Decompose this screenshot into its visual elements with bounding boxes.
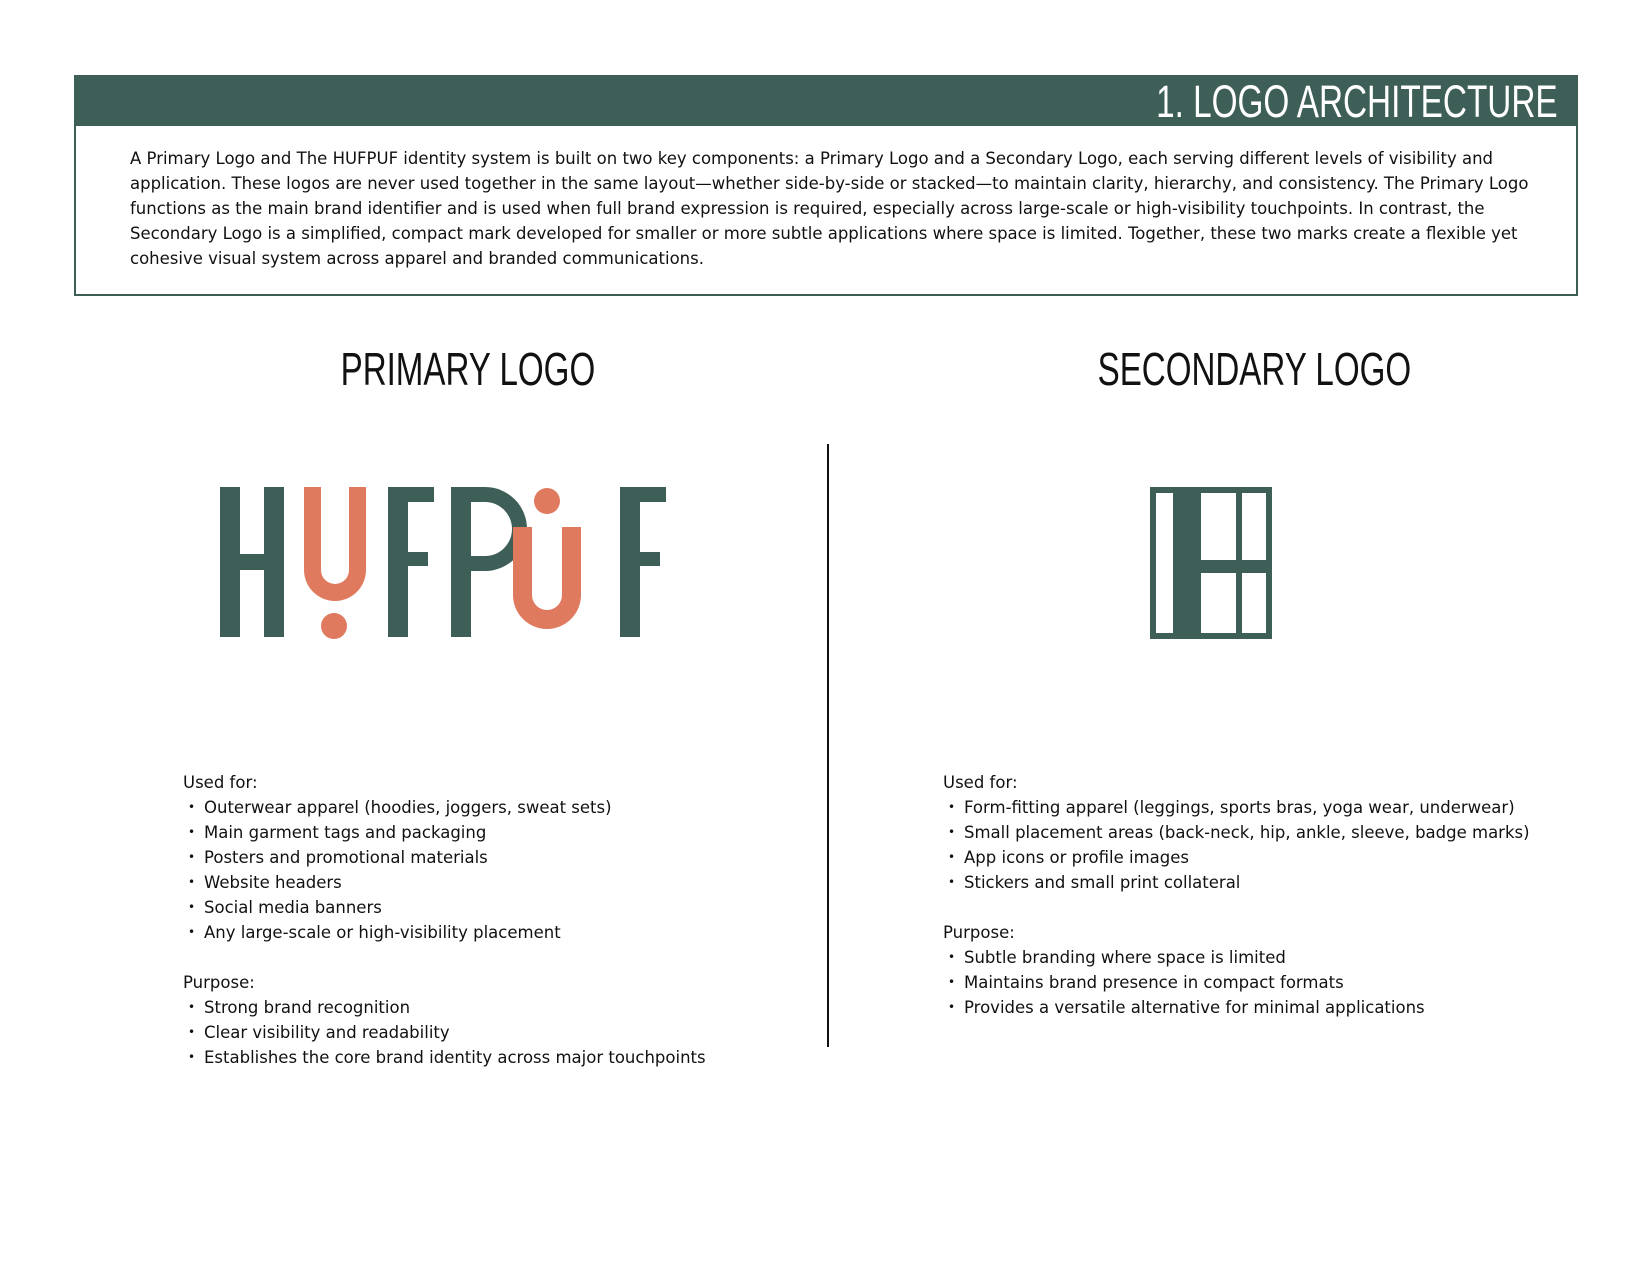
list-item: • Maintains brand presence in compact formats: [943, 970, 1583, 995]
list-item: • Establishes the core brand identity across major touchpoints: [183, 1045, 783, 1070]
secondary-purpose-list: [943, 945, 1583, 1020]
secondary-used-for-label: Used for:: [943, 773, 1018, 792]
secondary-purpose-label: Purpose:: [943, 923, 1015, 942]
list-item: • Main garment tags and packaging: [183, 820, 783, 845]
list-item: • Social media banners: [183, 895, 783, 920]
list-item: • Strong brand recognition: [183, 995, 783, 1020]
list-item: • Outerwear apparel (hoodies, joggers, sweat sets): [183, 795, 783, 820]
section-title: 1. LOGO ARCHITECTURE: [1156, 76, 1558, 127]
list-item: • Clear visibility and readability: [183, 1020, 783, 1045]
primary-used-for-label: Used for:: [183, 773, 258, 792]
secondary-logo: [1150, 487, 1272, 639]
section-header-box: [74, 75, 1578, 296]
list-item: • Any large-scale or high-visibility placement: [183, 920, 783, 945]
list-item: • App icons or profile images: [943, 845, 1583, 870]
primary-used-for-list: [183, 795, 783, 945]
primary-logo-letters: [220, 487, 666, 637]
list-item: • Posters and promotional materials: [183, 845, 783, 870]
list-item: • Provides a versatile alternative for minimal applications: [943, 995, 1583, 1020]
primary-logo: [200, 470, 670, 645]
list-item: • Small placement areas (back-neck, hip, ankle, sleeve, badge marks): [943, 820, 1583, 845]
list-item: • Stickers and small print collateral: [943, 870, 1583, 895]
section-title-bar: [76, 77, 1576, 126]
primary-purpose-label: Purpose:: [183, 973, 255, 992]
list-item: • Website headers: [183, 870, 783, 895]
secondary-used-for-list: [943, 795, 1583, 895]
list-item: • Form-fitting apparel (leggings, sports bras, yoga wear, underwear): [943, 795, 1583, 820]
primary-logo-heading: PRIMARY LOGO: [340, 343, 596, 395]
secondary-logo-heading: SECONDARY LOGO: [1097, 343, 1412, 395]
intro-paragraph: A Primary Logo and The HUFPUF identity system is built on two key components: a Primary Logo and a Secondary Logo, each serving different levels of visibility and application. These logos are never used together in the same layout—whether side-by-side or stacked—to maintain clarity, hierarchy, and consistency. The Primary Logo functions as the main brand identifier and is used when full brand expression is required, especially across large-scale or high-visibility touchpoints. In contrast, the Secondary Logo is a simplified, compact mark developed for smaller or more subtle applications where space is limited. Together, these two marks create a flexible yet cohesive visual system across apparel and branded communications.: [130, 149, 1529, 268]
column-divider: [827, 444, 829, 1047]
primary-details: [183, 770, 783, 1070]
list-item: • Subtle branding where space is limited: [943, 945, 1583, 970]
primary-logo-u-marks: [304, 487, 581, 639]
secondary-details: [943, 770, 1583, 1020]
primary-purpose-list: [183, 995, 783, 1070]
